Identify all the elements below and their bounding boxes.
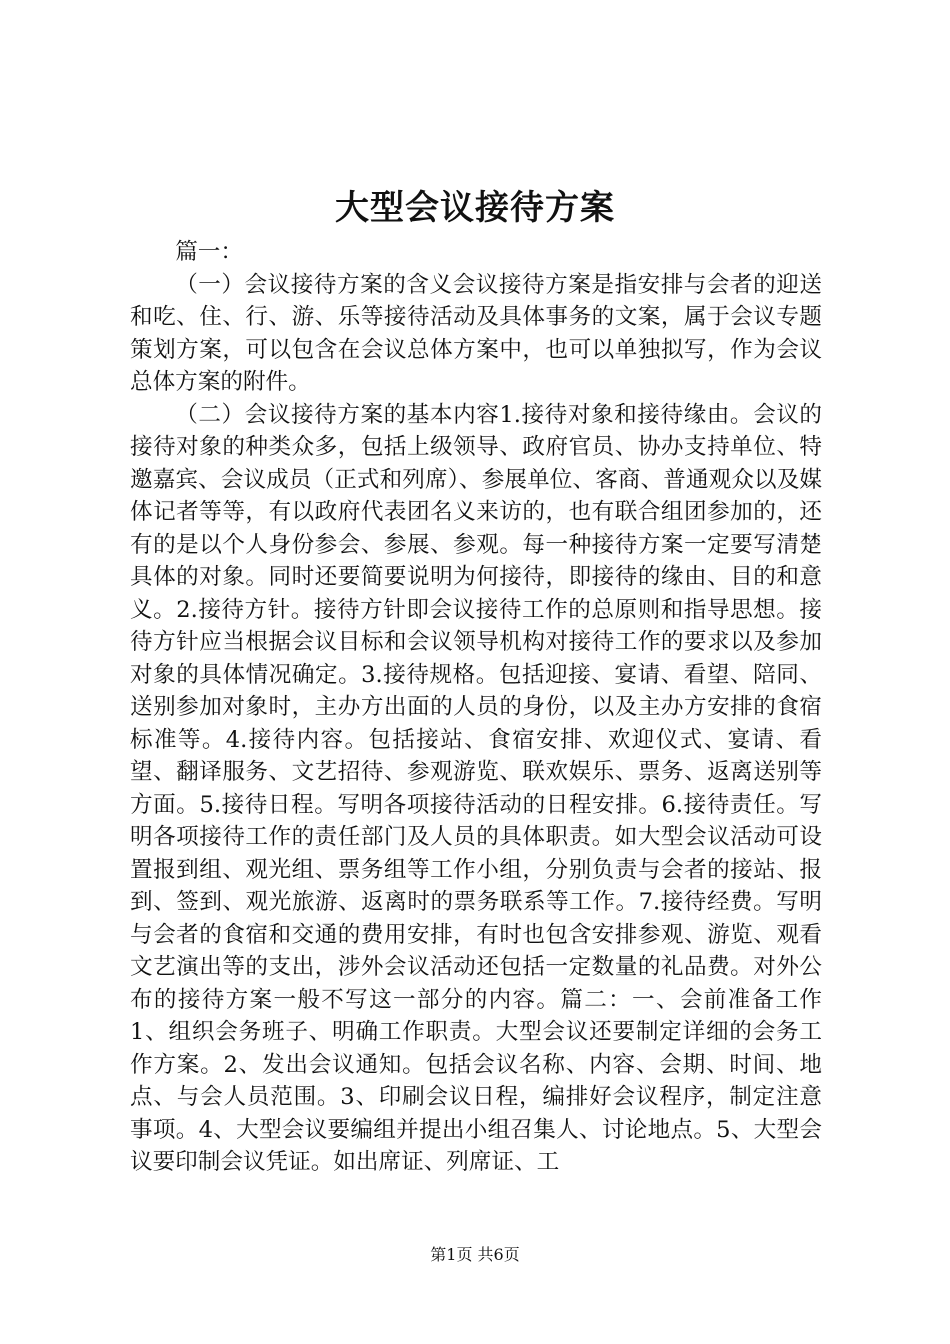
paragraph-definition: （一）会议接待方案的含义会议接待方案是指安排与会者的迎送和吃、住、行、游、乐等接待活动及具体事务的文案，属于会议专题策划方案，可以包含在会议总体方案中，也可以单独拟写，作为会议总体方案的附件。 xyxy=(130,271,822,395)
page-footer: 第1页 共6页 xyxy=(430,1245,520,1264)
paragraph-section-label: 篇一： xyxy=(175,239,243,265)
paragraph-basic-content: （二）会议接待方案的基本内容1.接待对象和接待缘由。会议的接待对象的种类众多，包括上级领导、政府官员、协办支持单位、特邀嘉宾、会议成员（正式和列席）、参展单位、客商、普通观众以及媒体记者等等，有以政府代表团名义来访的，也有联合组团参加的，还有的是以个人身份参会、参展、参观。每一种接待方案一定要写清楚具体的对象。同时还要简要说明为何接待，即接待的缘由、目的和意义。2.接待方针。接待方针即会议接待工作的总原则和指导思想。接待方针应当根据会议目标和会议领导机构对接待工作的要求以及参加对象的具体情况确定。3.接待规格。包括迎接、宴请、看望、陪同、送别参加对象时，主办方出面的人员的身份，以及主办方安排的食宿标准等。4.接待内容。包括接站、食宿安排、欢迎仪式、宴请、看望、翻译服务、文艺招待、参观游览、联欢娱乐、票务、返离送别等方面。5.接待日程。写明各项接待活动的日程安排。6.接待责任。写明各项接待工作的责任部门及人员的具体职责。如大型会议活动可设置报到组、观光组、票务组等工作小组，分别负责与会者的接站、报到、签到、观光旅游、返离时的票务联系等工作。7.接待经费。写明与会者的食宿和交通的费用安排，有时也包含安排参观、游览、观看文艺演出等的支出，涉外会议活动还包括一定数量的礼品费。对外公布的接待方案一般不写这一部分的内容。篇二：一、会前准备工作1、组织会务班子、明确工作职责。大型会议还要制定详细的会务工作方案。2、发出会议通知。包括会议名称、内容、会期、时间、地点、与会人员范围。3、印刷会议日程，编排好会议程序，制定注意事项。4、大型会议要编组并提出小组召集人、讨论地点。5、大型会议要印制会议凭证。如出席证、列席证、工 xyxy=(130,401,822,1175)
document-title: 大型会议接待方案 xyxy=(335,188,615,228)
document-body xyxy=(130,236,822,1179)
